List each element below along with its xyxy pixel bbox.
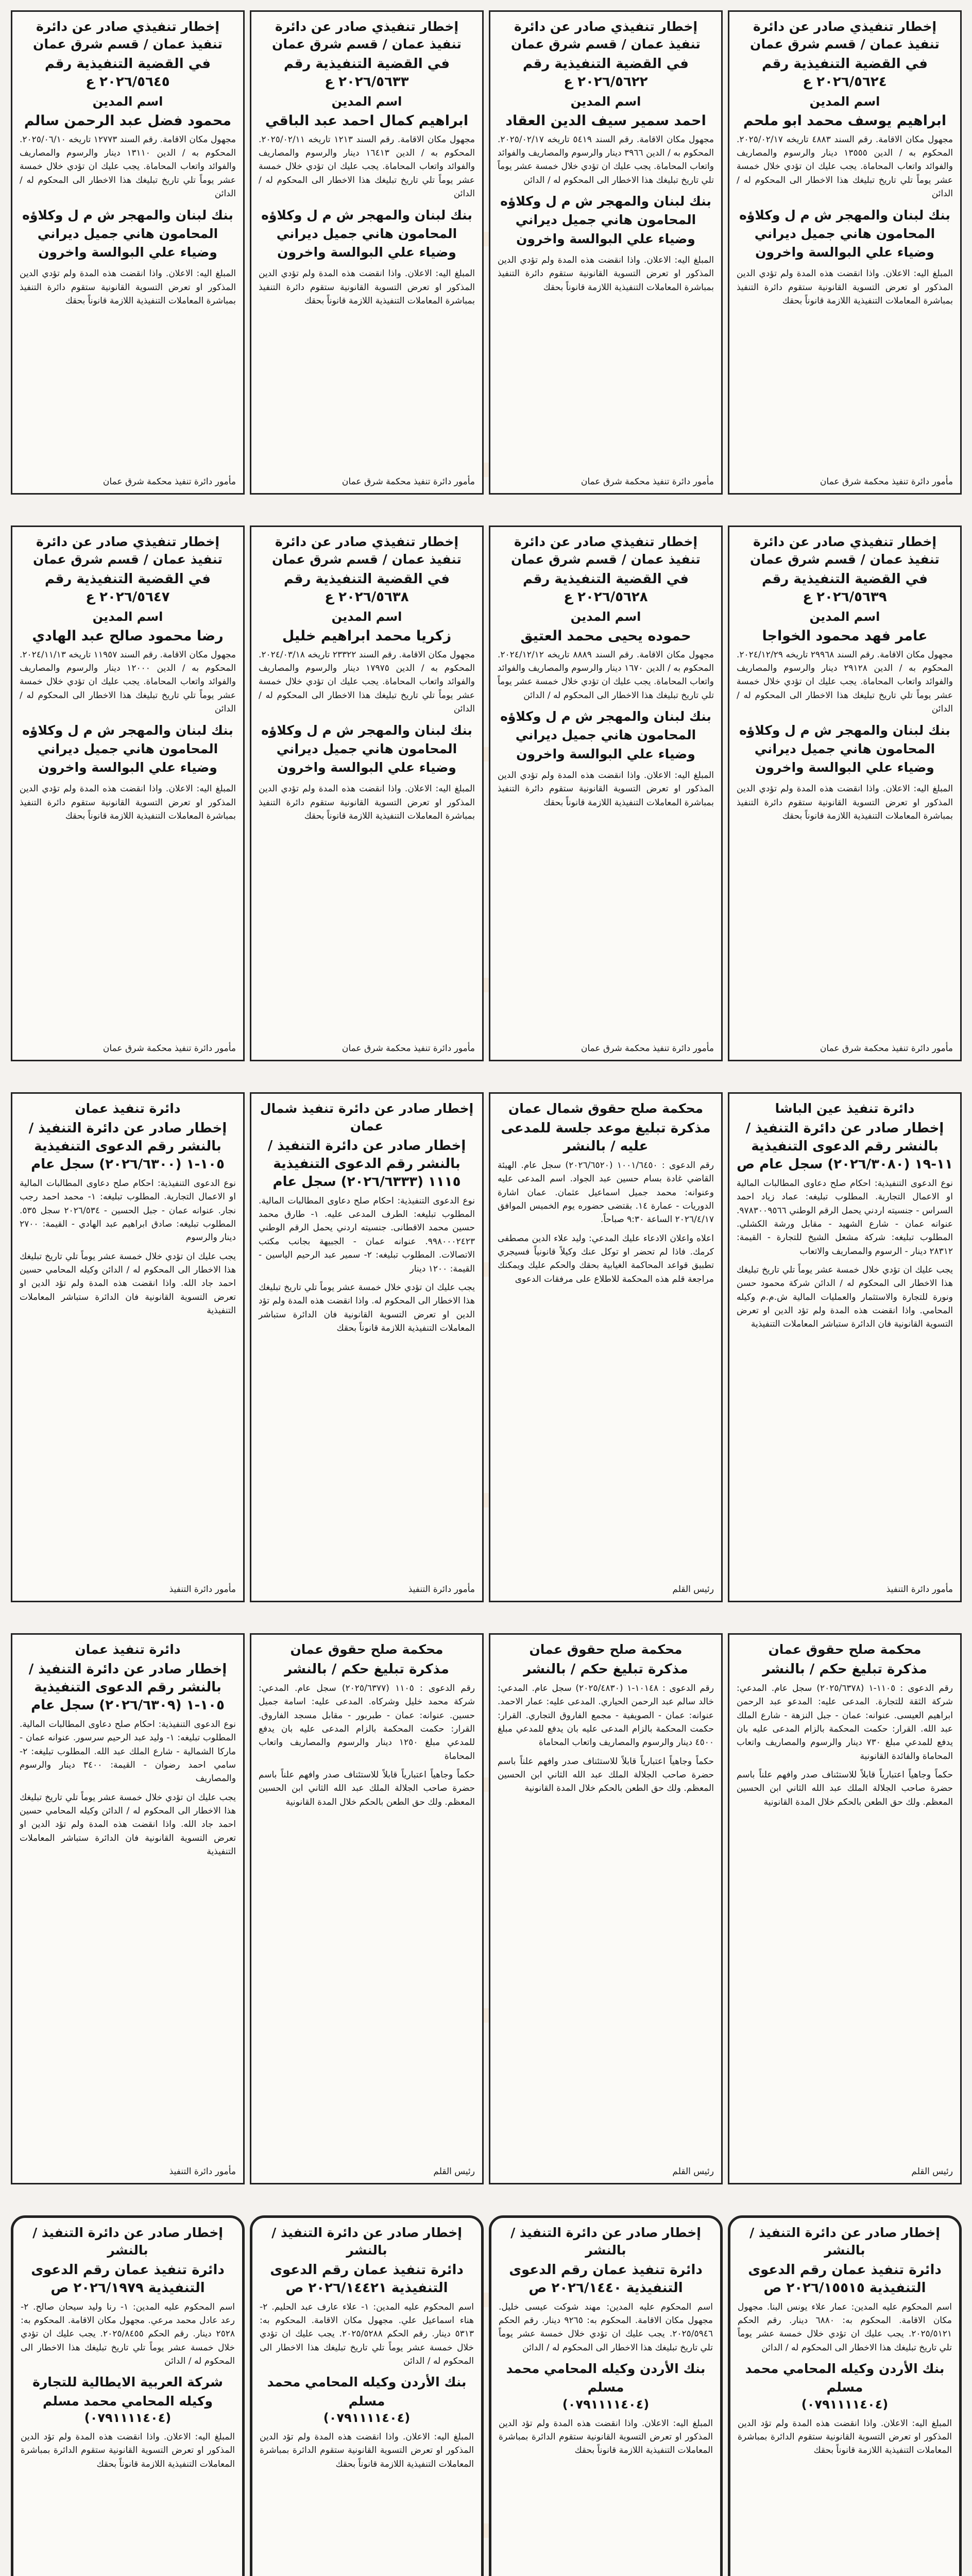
creditor-name: بنك لبنان والمهجر ش م ل وكلاؤه المحامون هاني جميل ديراني وضياء علي البوالسة واخرون — [261, 207, 472, 260]
debtor-name: عامر فهد محمود الخواجا — [762, 628, 928, 644]
creditor-name: بنك الأردن وكيله المحامي محمد مسلم — [506, 2361, 706, 2395]
debtor-label: اسم المدين — [809, 94, 880, 109]
notice-footer-text: المبلغ اليه: الاعلان. واذا انقضت هذه المدة ولم تؤد الدين المذكور او تعرض التسوية القانونية ستقوم الدائرة بمباشرة المعاملات التنفيذية اللازمة قانوناً بحقك — [499, 2418, 713, 2456]
notice-footer-text: اعلاه واعلان الادعاء عليك المدعي: وليد علاء الدين مصطفى كرمك. فاذا لم تحضر او توكل عنك وكيلاً قانونياً فسيجري تطبيق قواعد المحاكمة الغيابية بحقك والحكم عليك ويمكنك مراجعة قلم هذه المحكمة للاطلاع على مرفقات الدعوى — [498, 1233, 714, 1284]
notice-title: محكمة صلح حقوق عمان — [529, 1642, 683, 1657]
notice-footer-text: المبلغ اليه: الاعلان. واذا انقضت هذه المدة ولم تؤدي الدين المذكور او تعرض التسوية القانونية ستقوم دائرة التنفيذ بمباشرة المعاملات التنفيذية اللازمة قانوناً بحقك — [498, 255, 714, 293]
notice-signature: مأمور دائرة التنفيذ — [169, 2166, 236, 2177]
creditor-name: شركة العربية الايطالية للتجارة وكيله المحامي محمد مسلم — [32, 2375, 223, 2409]
legal-notice — [489, 526, 723, 1061]
notice-title: إخطار تنفيذي صادر عن دائرة تنفيذ عمان / قسم شرق عمان — [511, 19, 701, 52]
debtor-name: ابراهيم يوسف محمد ابو ملحم — [743, 112, 947, 129]
notice-body: نوع الدعوى التنفيذية: احكام صلح دعاوى المطالبات المالية او الاعمال التجارية. المطلوب تبليغه: ١- محمد احمد رجب نجار. عنوانه عمان - جبل الحسين - ٢٠٢٦/٥٣٤ سجل ٥٣٥. المطلوب تبليغه: صادق ابراهيم عبد الهادي - القيمة: ٢٧٠٠ دينار والرسوم — [20, 1178, 236, 1243]
notice-signature: مأمور دائرة تنفيذ محكمة شرق عمان — [820, 477, 953, 487]
notice-signature: مأمور دائرة تنفيذ محكمة شرق عمان — [103, 1043, 236, 1054]
notice-footer-text: المبلغ اليه: الاعلان. واذا انقضت هذه المدة ولم تؤدي الدين المذكور او تعرض التسوية القانونية ستقوم دائرة التنفيذ بمباشرة المعاملات التنفيذية اللازمة قانوناً بحقك — [737, 784, 953, 821]
notice-footer-text: يجب عليك ان تؤدي خلال خمسة عشر يوماً تلي تاريخ تبليغك هذا الاخطار الى المحكوم له / الدائن وكيله المحامي حسين احمد جاد الله. واذا انقضت هذه المدة ولم تؤد الدين او تعرض التسوية القانونية فان الدائرة ستباشر المعاملات التنفيذية — [20, 1251, 236, 1316]
notice-signature: مأمور دائرة تنفيذ محكمة شرق عمان — [581, 477, 714, 487]
debtor-name: حموده يحيى محمد العتيق — [520, 628, 691, 644]
notice-title: إخطار تنفيذي صادر عن دائرة تنفيذ عمان / قسم شرق عمان — [511, 534, 701, 567]
case-number: مذكرة تبليغ حكم / بالنشر — [762, 1661, 927, 1677]
debtor-label: اسم المدين — [570, 609, 641, 624]
notice-body: اسم المحكوم عليه المدين: مهند شوكت عيسى خليل. مجهول مكان الاقامة. المحكوم به: ٩٢٦٥ دينار. رقم الحكم ٢٠٢٥/٥٩٤٦. يجب عليك ان تؤدي خلال خمسة عشر يوماً تلي تاريخ تبليغك هذا الاخطار الى المحكوم له / الدائن — [499, 2301, 713, 2353]
notice-title: دائرة تنفيذ عمان — [75, 1101, 181, 1116]
notice-footer-text: المبلغ اليه: الاعلان. واذا انقضت هذه المدة ولم تؤدي الدين المذكور او تعرض التسوية القانونية ستقوم دائرة التنفيذ بمباشرة المعاملات التنفيذية اللازمة قانوناً بحقك — [20, 784, 236, 821]
creditor-name: بنك لبنان والمهجر ش م ل وكلاؤه المحامون هاني جميل ديراني وضياء علي البوالسة واخرون — [500, 709, 711, 761]
legal-notice — [728, 526, 962, 1061]
notice-footer-text: المبلغ اليه: الاعلان. واذا انقضت هذه المدة ولم تؤدي الدين المذكور او تعرض التسوية القانونية ستقوم دائرة التنفيذ بمباشرة المعاملات التنفيذية اللازمة قانوناً بحقك — [498, 770, 714, 808]
notice-title: إخطار تنفيذي صادر عن دائرة تنفيذ عمان / قسم شرق عمان — [33, 19, 223, 52]
notice-title: محكمة صلح حقوق عمان — [768, 1642, 922, 1657]
notice-title: إخطار صادر عن دائرة التنفيذ / بالنشر — [510, 2225, 701, 2258]
legal-notice — [728, 10, 962, 495]
debtor-label: اسم المدين — [809, 609, 880, 624]
notice-body: مجهول مكان الاقامة. رقم السند ١٢٧٧٣ تاريخه ٢٠٢٥/٠٦/١٠. المحكوم به / الدين ١٣١١٠ دينار والرسوم والمصاريف والفوائد واتعاب المحاماة. يجب عليك ان تؤدي خلال خمسة عشر يوماً تلي تاريخ تبليغك هذا الاخطار الى المحكوم له / الدائن — [20, 134, 236, 199]
case-number: مذكرة تبليغ حكم / بالنشر — [523, 1661, 688, 1677]
notice-row — [10, 10, 962, 495]
notice-row — [10, 2215, 962, 2576]
case-number: في القضية التنفيذية رقم ٢٠٢٦/٥٦٢٨ ع — [522, 571, 689, 605]
legal-notice — [250, 1092, 484, 1602]
notice-signature: مأمور دائرة تنفيذ محكمة شرق عمان — [820, 1043, 953, 1054]
notice-footer-text: حكماً وجاهياً اعتبارياً قابلاً للاستئناف صدر وافهم علناً باسم حضرة صاحب الجلالة الملك عبد الله الثاني ابن الحسين المعظم. ولك حق الطعن بالحكم خلال المدة القانونية — [259, 1769, 475, 1807]
case-number: في القضية التنفيذية رقم ٢٠٢٦/٥٦٤٧ ع — [44, 571, 211, 605]
legal-notice — [728, 2215, 962, 2576]
notice-row — [10, 526, 962, 1061]
notice-footer-text: المبلغ اليه: الاعلان. واذا انقضت هذه المدة ولم تؤدي الدين المذكور او تعرض التسوية القانونية ستقوم دائرة التنفيذ بمباشرة المعاملات التنفيذية اللازمة قانوناً بحقك — [259, 268, 475, 306]
case-number: إخطار صادر عن دائرة التنفيذ / بالنشر رقم الدعوى التنفيذية ١١-١٩ (٢٠٢٦/٣٠٨٠) سجل عام ص — [737, 1120, 953, 1172]
legal-notice — [250, 1633, 484, 2184]
legal-notice — [250, 10, 484, 495]
legal-notice — [11, 2215, 245, 2576]
notice-footer-text: يجب عليك ان تؤدي خلال خمسة عشر يوماً تلي تاريخ تبليغك هذا الاخطار الى المحكوم له / الدائن شركة محمود حسن ونورة للتجارة والاستثمار والعمليات المالية ش.م.م وكيله المحامي. واذا انقضت هذه المدة ولم تؤد الدين او تعرض التسوية القانونية فان الدائرة ستباشر المعاملات التنفيذية — [737, 1265, 953, 1330]
notice-body: مجهول مكان الاقامة. رقم السند ٥٤١٩ تاريخه ٢٠٢٥/٠٢/١٧. المحكوم به / الدين ٣٩٦٦ دينار والرسوم والمصاريف والفوائد واتعاب المحاماة. يجب عليك ان تؤدي خلال خمسة عشر يوماً تلي تاريخ تبليغك هذا الاخطار الى المحكوم له / الدائن — [498, 134, 714, 185]
notice-signature: مأمور دائرة تنفيذ محكمة شرق عمان — [342, 1043, 475, 1054]
legal-notice — [728, 1633, 962, 2184]
case-number: مذكرة تبليغ موعد جلسة للمدعى عليه / بالنشر — [501, 1120, 711, 1154]
notice-title: إخطار تنفيذي صادر عن دائرة تنفيذ عمان / قسم شرق عمان — [33, 534, 223, 567]
case-number: في القضية التنفيذية رقم ٢٠٢٦/٥٦٢٢ ع — [522, 56, 689, 90]
notice-title: إخطار تنفيذي صادر عن دائرة تنفيذ عمان / قسم شرق عمان — [750, 19, 940, 52]
notice-row — [10, 1633, 962, 2184]
notice-signature: مأمور دائرة تنفيذ محكمة شرق عمان — [581, 1043, 714, 1054]
notice-signature: رئيس القلم — [911, 2166, 953, 2177]
case-number: إخطار صادر عن دائرة التنفيذ / بالنشر رقم الدعوى التنفيذية ١٠٥-١ (٢٠٢٦/٦٣٠٩) سجل عام — [28, 1661, 227, 1713]
lawyer-phone: (٠٧٩١١١١٤٠٤) — [801, 2397, 889, 2412]
notice-body: رقم الدعوى : ١٠٠١/٦٤٥٠ (٢٠٢٦/٦٥٢٠) سجل عام. الهيئة القاضي غادة بسام حسين عبد الجواد. اسم المدعى عليه وعنوانه: محمد جميل اسماعيل عثمان. عمان اشارة الدوريات - عمارة ١٤. بقتضى حضوره يوم الخميس الموافق ٢٠٢٦/٤/١٧ الساعة ٩:٣٠ صباحاً. — [498, 1160, 714, 1225]
notice-footer-text: المبلغ اليه: الاعلان. واذا انقضت هذه المدة ولم تؤدي الدين المذكور او تعرض التسوية القانونية ستقوم دائرة التنفيذ بمباشرة المعاملات التنفيذية اللازمة قانوناً بحقك — [20, 268, 236, 306]
notice-title: إخطار تنفيذي صادر عن دائرة تنفيذ عمان / قسم شرق عمان — [750, 534, 940, 567]
notice-row — [10, 1092, 962, 1602]
case-number: دائرة تنفيذ عمان رقم الدعوى التنفيذية ٢٠٢٦/١٩٧٩ ص — [31, 2262, 225, 2296]
notice-footer-text: يجب عليك ان تؤدي خلال خمسة عشر يوماً تلي تاريخ تبليغك هذا الاخطار الى المحكوم له. واذا انقضت هذه المدة ولم تؤد الدين او تعرض التسوية القانونية فان الدائرة ستباشر المعاملات التنفيذية اللازمة قانوناً بحقك — [259, 1282, 475, 1333]
debtor-name: احمد سمير سيف الدين العقاد — [505, 112, 706, 129]
notice-signature: مأمور دائرة التنفيذ — [408, 1584, 475, 1595]
notice-body: مجهول مكان الاقامة. رقم السند ١١٩٥٧ تاريخه ٢٠٢٤/١١/١٣. المحكوم به / الدين ١٢٠٠٠ دينار والرسوم والمصاريف والفوائد واتعاب المحاماة. يجب عليك ان تؤدي خلال خمسة عشر يوماً تلي تاريخ تبليغك هذا الاخطار الى المحكوم له / الدائن — [20, 649, 236, 715]
notice-body: نوع الدعوى التنفيذية: احكام صلح دعاوى المطالبات المالية او الاعمال التجارية. المطلوب تبليغه: عماد زياد احمد السراس - جنسيته اردني يحمل الرقم الوطني ٩٧٨٣٠٠٩٥٦٦. عنوانه عمان - شارع الشهيد - مقابل ورشة الكشلي. المطلوب تبليغه: شركة مشعل الشيخ للتجارة - القيمة: ٢٨٣١٢ دينار - الرسوم والمصاريف والاتعاب — [737, 1178, 953, 1257]
notice-title: إخطار صادر عن دائرة التنفيذ / بالنشر — [271, 2225, 462, 2258]
case-number: في القضية التنفيذية رقم ٢٠٢٦/٥٦٣٨ ع — [283, 571, 450, 605]
notice-footer-text: يجب عليك ان تؤدي خلال خمسة عشر يوماً تلي تاريخ تبليغك هذا الاخطار الى المحكوم له / الدائن وكيله المحامي حسين احمد جاد الله. واذا انقضت هذه المدة ولم تؤد الدين او تعرض التسوية القانونية فان الدائرة ستباشر المعاملات التنفيذية — [20, 1792, 236, 1857]
notice-signature: رئيس القلم — [672, 1584, 714, 1595]
lawyer-phone: (٠٧٩١١١١٤٠٤) — [562, 2397, 650, 2412]
notice-footer-text: حكماً وجاهياً اعتبارياً قابلاً للاستئناف صدر وافهم علناً باسم حضرة صاحب الجلالة الملك عبد الله الثاني ابن الحسين المعظم. ولك حق الطعن بالحكم خلال المدة القانونية — [737, 1769, 953, 1807]
notice-body: مجهول مكان الاقامة. رقم السند ٢٩٩٦٨ تاريخه ٢٠٢٤/١٢/٢٩. المحكوم به / الدين ٢٩١٢٨ دينار والرسوم والمصاريف والفوائد واتعاب المحاماة. يجب عليك ان تؤدي خلال خمسة عشر يوماً تلي تاريخ تبليغك هذا الاخطار الى المحكوم له / الدائن — [737, 649, 953, 715]
case-number: في القضية التنفيذية رقم ٢٠٢٦/٥٦٣٩ ع — [761, 571, 928, 605]
creditor-name: بنك الأردن وكيله المحامي محمد مسلم — [745, 2361, 945, 2395]
notice-body: رقم الدعوى : ١٠١٤٨-١ (٢٠٢٥/٤٨٣٠) سجل عام. المدعي: خالد سالم عبد الرحمن الحياري. المدعى عليه: عمار الاحمد. عنوانه: عمان - الصويفية - مجمع الفاروق التجاري. القرار: حكمت المحكمة بالزام المدعى عليه بان يدفع للمدعي مبلغ ٤٥٠٠ دينار والرسوم والمصاريف واتعاب المحاماة — [498, 1683, 714, 1748]
legal-notice — [489, 1092, 723, 1602]
notice-title: محكمة صلح حقوق عمان — [290, 1642, 444, 1657]
notice-signature: رئيس القلم — [672, 2166, 714, 2177]
notice-body: اسم المحكوم عليه المدين: عمار علاء يونس البنا. مجهول مكان الاقامة. المحكوم به: ٦٨٨٠ دينار. رقم الحكم ٢٠٢٥/٥١٢١. يجب عليك ان تؤدي خلال خمسة عشر يوماً تلي تاريخ تبليغك هذا الاخطار الى المحكوم له / الدائن — [738, 2301, 952, 2353]
case-number: في القضية التنفيذية رقم ٢٠٢٦/٥٦٣٣ ع — [283, 56, 450, 90]
notice-body: مجهول مكان الاقامة. رقم السند ١٢١٣ تاريخه ٢٠٢٥/٠٢/١١. المحكوم به / الدين ١٦٤١٣ دينار والرسوم والمصاريف والفوائد واتعاب المحاماة. يجب عليك ان تؤدي خلال خمسة عشر يوماً تلي تاريخ تبليغك هذا الاخطار الى المحكوم له / الدائن — [259, 134, 475, 199]
creditor-name: بنك لبنان والمهجر ش م ل وكلاؤه المحامون هاني جميل ديراني وضياء علي البوالسة واخرون — [22, 722, 233, 775]
notice-footer-text: المبلغ اليه: الاعلان. واذا انقضت هذه المدة ولم تؤدي الدين المذكور او تعرض التسوية القانونية ستقوم دائرة التنفيذ بمباشرة المعاملات التنفيذية اللازمة قانوناً بحقك — [737, 268, 953, 306]
case-number: مذكرة تبليغ حكم / بالنشر — [284, 1661, 449, 1677]
case-number: دائرة تنفيذ عمان رقم الدعوى التنفيذية ٢٠٢٦/١٤٤٢١ ص — [270, 2262, 464, 2296]
debtor-name: زكريا محمد ابراهيم خليل — [282, 628, 452, 644]
notice-title: إخطار صادر عن دائرة التنفيذ / بالنشر — [749, 2225, 940, 2258]
legal-notice — [250, 2215, 484, 2576]
case-number: إخطار صادر عن دائرة التنفيذ / بالنشر رقم الدعوى التنفيذية ١١١٥ (٢٠٢٦/٦٣٣٣) سجل عام — [267, 1138, 466, 1190]
notice-title: دائرة تنفيذ عمان — [75, 1642, 181, 1657]
debtor-label: اسم المدين — [92, 94, 163, 109]
notice-body: مجهول مكان الاقامة. رقم السند ٤٨٨٣ تاريخه ٢٠٢٥/٠٢/١٧. المحكوم به / الدين ١٣٥٥٥ دينار والرسوم والمصاريف والفوائد واتعاب المحاماة. يجب عليك ان تؤدي خلال خمسة عشر يوماً تلي تاريخ تبليغك هذا الاخطار الى المحكوم له / الدائن — [737, 134, 953, 199]
notice-body: رقم الدعوى : ١١٠٥ (٢٠٢٥/٦٣٧٧) سجل عام. المدعي: شركة محمد خليل وشركاه. المدعى عليه: اسامة جميل حسين. عنوانه: عمان - طبربور - مقابل مسجد الفاروق. القرار: حكمت المحكمة بالزام المدعى عليه بان يدفع للمدعي مبلغ ١٢٥٠ دينار والرسوم والمصاريف واتعاب المحاماة — [259, 1683, 475, 1761]
debtor-label: اسم المدين — [331, 94, 402, 109]
legal-notice — [250, 526, 484, 1061]
notice-signature: مأمور دائرة التنفيذ — [886, 1584, 953, 1595]
legal-notice — [489, 10, 723, 495]
case-number: إخطار صادر عن دائرة التنفيذ / بالنشر رقم الدعوى التنفيذية ١٠٥-١ (٢٠٢٦/٦٣٠٠) سجل عام — [28, 1120, 227, 1172]
debtor-name: ابراهيم كمال احمد عبد الباقي — [265, 112, 469, 129]
legal-notice — [11, 1092, 245, 1602]
creditor-name: بنك لبنان والمهجر ش م ل وكلاؤه المحامون هاني جميل ديراني وضياء علي البوالسة واخرون — [500, 194, 711, 246]
notice-signature: مأمور دائرة التنفيذ — [169, 1584, 236, 1595]
notice-body: رقم الدعوى : ١١٠٥-١ (٢٠٢٥/٦٣٧٨) سجل عام. المدعي: شركة الثقة للتجارة. المدعى عليه: المدعو عبد الرحمن ابراهيم العيسى. عنوانه: عمان - جبل النزهة - شارع الملك عبد الله. القرار: حكمت المحكمة بالزام المدعى عليه بان يدفع للمدعي مبلغ ٧٣٠ دينار والرسوم والمصاريف واتعاب المحاماة والفائدة القانونية — [737, 1683, 953, 1761]
notice-title: دائرة تنفيذ عين الباشا — [775, 1101, 915, 1116]
notice-signature: مأمور دائرة تنفيذ محكمة شرق عمان — [103, 477, 236, 487]
debtor-name: رضا محمود صالح عبد الهادي — [32, 628, 224, 644]
notice-footer-text: المبلغ اليه: الاعلان. واذا انقضت هذه المدة ولم تؤدي الدين المذكور او تعرض التسوية القانونية ستقوم دائرة التنفيذ بمباشرة المعاملات التنفيذية اللازمة قانوناً بحقك — [259, 784, 475, 821]
creditor-name: بنك لبنان والمهجر ش م ل وكلاؤه المحامون هاني جميل ديراني وضياء علي البوالسة واخرون — [22, 207, 233, 260]
notice-title: محكمة صلح حقوق شمال عمان — [508, 1101, 704, 1116]
creditor-name: بنك لبنان والمهجر ش م ل وكلاؤه المحامون هاني جميل ديراني وضياء علي البوالسة واخرون — [261, 722, 472, 775]
case-number: في القضية التنفيذية رقم ٢٠٢٦/٥٦٢٤ ع — [761, 56, 928, 90]
notice-signature: مأمور دائرة تنفيذ محكمة شرق عمان — [342, 477, 475, 487]
notice-body: نوع الدعوى التنفيذية: احكام صلح دعاوى المطالبات المالية. المطلوب تبليغه: الطرف المدعى عليه. ١- طارق محمد حسين محمد الاقطانى. جنسيته اردني يحمل الرقم الوطني ٩٩٨٠٠٠٢٤٢٣. عنوانه عمان - الجبيهة بجانب مكتب الاتصالات. المطلوب تبليغه: ٢- سمير عبد الرحيم الياسين - القيمة: ١٢٠٠ دينار — [259, 1195, 475, 1274]
legal-notice — [489, 2215, 723, 2576]
notice-signature: رئيس القلم — [433, 2166, 475, 2177]
notice-body: اسم المحكوم عليه المدين: ١- علاء عارف عبد الحليم. ٢- هناء اسماعيل علي. مجهول مكان الاقامة. المحكوم به: ٥٣١٣ دينار. رقم الحكم ٢٠٢٥/٥٢٨٨. يجب عليك ان تؤدي خلال خمسة عشر يوماً تلي تاريخ تبليغك هذا الاخطار الى المحكوم له / الدائن — [260, 2301, 474, 2367]
notice-body: نوع الدعوى التنفيذية: احكام صلح دعاوى المطالبات المالية. المطلوب تبليغه: ١- وليد عبد الرحيم سرسور. عنوانه عمان - ماركا الشمالية - شارع الملك عبد الله. المطلوب تبليغه: ٢- سامي احمد رضوان - القيمة: ٣٤٠٠ دينار والرسوم والمصاريف — [20, 1719, 236, 1784]
creditor-name: بنك لبنان والمهجر ش م ل وكلاؤه المحامون هاني جميل ديراني وضياء علي البوالسة واخرون — [739, 207, 950, 260]
notice-footer-text: المبلغ اليه: الاعلان. واذا انقضت هذه المدة ولم تؤد الدين المذكور او تعرض التسوية القانونية ستقوم الدائرة بمباشرة المعاملات التنفيذية اللازمة قانوناً بحقك — [21, 2431, 235, 2469]
lawyer-phone: (٠٧٩١١١١٤٠٤) — [84, 2410, 172, 2425]
debtor-name: محمود فضل عبد الرحمن سالم — [24, 112, 232, 129]
notice-title: إخطار تنفيذي صادر عن دائرة تنفيذ عمان / قسم شرق عمان — [272, 534, 462, 567]
notice-footer-text: حكماً وجاهياً اعتبارياً قابلاً للاستئناف صدر وافهم علناً باسم حضرة صاحب الجلالة الملك عبد الله الثاني ابن الحسين المعظم. ولك حق الطعن بالحكم خلال المدة القانونية — [498, 1756, 714, 1794]
creditor-name: بنك لبنان والمهجر ش م ل وكلاؤه المحامون هاني جميل ديراني وضياء علي البوالسة واخرون — [739, 722, 950, 775]
case-number: دائرة تنفيذ عمان رقم الدعوى التنفيذية ٢٠٢٦/١٥٥١٥ ص — [748, 2262, 942, 2296]
legal-notice — [11, 526, 245, 1061]
creditor-name: بنك الأردن وكيله المحامي محمد مسلم — [267, 2375, 467, 2409]
notice-title: إخطار تنفيذي صادر عن دائرة تنفيذ عمان / قسم شرق عمان — [272, 19, 462, 52]
case-number: دائرة تنفيذ عمان رقم الدعوى التنفيذية ٢٠٢٦/١٤٤٠ ص — [509, 2262, 703, 2296]
notice-body: مجهول مكان الاقامة. رقم السند ٨٨٨٩ تاريخه ٢٠٢٤/١٢/١٢. المحكوم به / الدين ١٦٧٠ دينار والرسوم والمصاريف والفوائد واتعاب المحاماة. يجب عليك ان تؤدي خلال خمسة عشر يوماً تلي تاريخ تبليغك هذا الاخطار الى المحكوم له / الدائن — [498, 649, 714, 701]
notice-title: إخطار صادر عن دائرة تنفيذ شمال عمان — [260, 1101, 474, 1133]
lawyer-phone: (٠٧٩١١١١٤٠٤) — [323, 2410, 411, 2425]
debtor-label: اسم المدين — [570, 94, 641, 109]
notice-footer-text: المبلغ اليه: الاعلان. واذا انقضت هذه المدة ولم تؤد الدين المذكور او تعرض التسوية القانونية ستقوم الدائرة بمباشرة المعاملات التنفيذية اللازمة قانوناً بحقك — [738, 2418, 952, 2456]
debtor-label: اسم المدين — [92, 609, 163, 624]
notice-body: اسم المحكوم عليه المدين: ١- رنا وليد سيحان صالح. ٢- رعد عادل محمد مرعي. مجهول مكان الاقامة. المحكوم به: ٢٥٢٨ دينار. رقم الحكم ٢٠٢٥/٨٤٥٥. يجب عليك ان تؤدي خلال خمسة عشر يوماً تلي تاريخ تبليغك هذا الاخطار الى المحكوم له / الدائن — [21, 2301, 235, 2367]
notice-footer-text: المبلغ اليه: الاعلان. واذا انقضت هذه المدة ولم تؤد الدين المذكور او تعرض التسوية القانونية ستقوم الدائرة بمباشرة المعاملات التنفيذية اللازمة قانوناً بحقك — [260, 2431, 474, 2469]
debtor-label: اسم المدين — [331, 609, 402, 624]
legal-notice — [489, 1633, 723, 2184]
legal-notice — [11, 10, 245, 495]
legal-notice — [11, 1633, 245, 2184]
notice-body: مجهول مكان الاقامة. رقم السند ٢٣٣٢٢ تاريخه ٢٠٢٤/٠٣/١٨. المحكوم به / الدين ١٧٩٧٥ دينار والرسوم والمصاريف والفوائد واتعاب المحاماة. يجب عليك ان تؤدي خلال خمسة عشر يوماً تلي تاريخ تبليغك هذا الاخطار الى المحكوم له / الدائن — [259, 649, 475, 715]
case-number: في القضية التنفيذية رقم ٢٠٢٦/٥٦٤٥ ع — [44, 56, 211, 90]
notice-title: إخطار صادر عن دائرة التنفيذ / بالنشر — [32, 2225, 223, 2258]
legal-notice — [728, 1092, 962, 1602]
